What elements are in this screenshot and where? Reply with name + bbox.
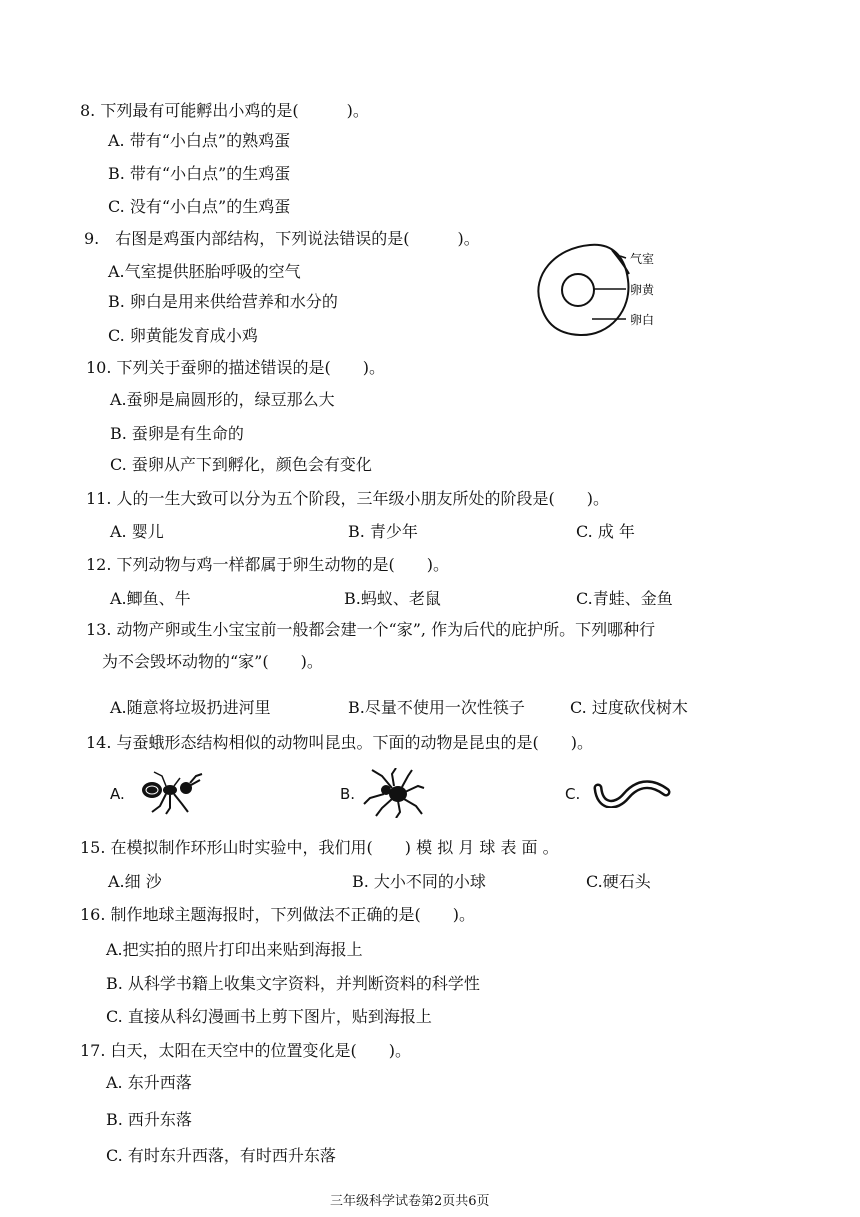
q14-option-b-label: B. <box>340 785 356 803</box>
q12-option-a: A.鲫鱼、牛 <box>110 589 191 608</box>
q10-option-a: A.蚕卵是扁圆形的，绿豆那么大 <box>110 390 335 409</box>
q9-stem: 9. 右图是鸡蛋内部结构，下列说法错误的是( )。 <box>84 229 480 248</box>
q16-option-b: B. 从科学书籍上收集文字资料，并判断资料的科学性 <box>106 974 480 993</box>
q12-stem: 12. 下列动物与鸡一样都属于卵生动物的是( )。 <box>86 555 450 574</box>
q15-option-a: A.细 沙 <box>108 872 162 891</box>
q16-option-c: C. 直接从科幻漫画书上剪下图片，贴到海报上 <box>106 1007 432 1026</box>
q14-option-c-label: C. <box>565 785 581 803</box>
q15-stem: 15. 在模拟制作环形山时实验中，我们用( ) 模 拟 月 球 表 面 。 <box>80 838 559 857</box>
q10-stem: 10. 下列关于蚕卵的描述错误的是( )。 <box>86 358 386 377</box>
q11-option-b: B. 青少年 <box>348 522 418 541</box>
spider-icon <box>362 768 426 818</box>
q10-option-b: B. 蚕卵是有生命的 <box>110 424 244 443</box>
q8-option-c: C. 没有“小白点”的生鸡蛋 <box>108 197 291 216</box>
q13-option-c: C. 过度砍伐树木 <box>570 698 688 717</box>
q11-option-c: C. 成 年 <box>576 522 635 541</box>
q11-stem: 11. 人的一生大致可以分为五个阶段，三年级小朋友所处的阶段是( )。 <box>86 489 610 508</box>
q8-option-b: B. 带有“小白点”的生鸡蛋 <box>108 164 291 183</box>
q10-option-c: C. 蚕卵从产下到孵化，颜色会有变化 <box>110 455 372 474</box>
q8-stem: 8. 下列最有可能孵出小鸡的是( )。 <box>80 101 369 120</box>
q9-option-a: A.气室提供胚胎呼吸的空气 <box>108 262 301 281</box>
q12-option-b: B.蚂蚁、老鼠 <box>344 589 441 608</box>
q13-stem-line2: 为不会毁坏动物的“家”( )。 <box>102 652 323 671</box>
label-air-chamber: 气室 <box>630 252 655 266</box>
q17-option-a: A. 东升西落 <box>106 1073 192 1092</box>
q17-option-b: B. 西升东落 <box>106 1110 192 1129</box>
q12-option-c: C.青蛙、金鱼 <box>576 589 673 608</box>
earthworm-icon <box>592 778 672 808</box>
q8-option-a: A. 带有“小白点”的熟鸡蛋 <box>108 131 291 150</box>
q9-option-c: C. 卵黄能发育成小鸡 <box>108 326 258 345</box>
label-yolk: 卵黄 <box>630 283 655 297</box>
q9-option-b: B. 卵白是用来供给营养和水分的 <box>108 292 338 311</box>
q13-stem-line1: 13. 动物产卵或生小宝宝前一般都会建一个“家”, 作为后代的庇护所。下列哪种行 <box>86 620 656 639</box>
q14-option-a-label: A. <box>110 785 125 803</box>
ant-icon <box>130 770 210 816</box>
egg-structure-diagram <box>528 238 698 348</box>
q13-option-a: A.随意将垃圾扔进河里 <box>110 698 271 717</box>
label-albumen: 卵白 <box>630 313 655 327</box>
q17-stem: 17. 白天，太阳在天空中的位置变化是( )。 <box>80 1041 412 1060</box>
q15-option-b: B. 大小不同的小球 <box>352 872 486 891</box>
q16-option-a: A.把实拍的照片打印出来贴到海报上 <box>106 940 363 959</box>
q15-option-c: C.硬石头 <box>586 872 651 891</box>
q17-option-c: C. 有时东升西落，有时西升东落 <box>106 1146 336 1165</box>
q14-stem: 14. 与蚕蛾形态结构相似的动物叫昆虫。下面的动物是昆虫的是( )。 <box>86 733 594 752</box>
q13-option-b: B.尽量不使用一次性筷子 <box>348 698 525 717</box>
q16-stem: 16. 制作地球主题海报时，下列做法不正确的是( )。 <box>80 905 476 924</box>
page-footer: 三年级科学试卷第2页共6页 <box>330 1194 490 1209</box>
q11-option-a: A. 婴儿 <box>110 522 164 541</box>
